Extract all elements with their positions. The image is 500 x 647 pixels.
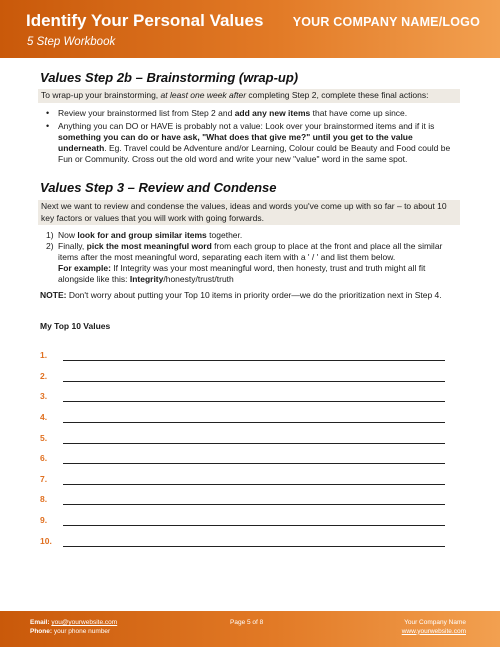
value-line-6[interactable] (40, 453, 445, 465)
footer-company-name: Your Company Name (404, 619, 466, 626)
example-label: For example: (58, 263, 111, 273)
value-line-10[interactable] (40, 536, 445, 548)
page-footer (0, 611, 500, 647)
example-text: If Integrity was your most meaningful word, then honesty, trust and truth might all fit alongside like this: (58, 263, 426, 284)
bullet-text: . Eg. Travel could be Adventure and/or Learning, Colour could be Beauty and Food could be Fun or Community. Cross out the old word and write your new "value" word in the same spot. (58, 143, 451, 164)
value-line-9[interactable] (40, 515, 445, 527)
line-number: 9. (40, 515, 48, 525)
item-emphasis: look for and group similar items (77, 230, 207, 240)
list-item (46, 241, 460, 285)
value-line-4[interactable] (40, 412, 445, 424)
write-in-line[interactable] (63, 381, 445, 382)
step-2b-bullet-list (44, 108, 462, 167)
step-3-intro: Next we want to review and condense the values, ideas and words you've come up with so far – to about 10 key factors or values that you will work with going forwards. (38, 200, 460, 225)
write-in-line[interactable] (63, 401, 445, 402)
line-number: 3. (40, 391, 48, 401)
list-number: 2) (46, 241, 54, 251)
bullet-emphasis: add any new items (234, 108, 311, 118)
value-line-7[interactable] (40, 474, 445, 486)
value-line-3[interactable] (40, 391, 445, 403)
line-number: 10. (40, 536, 52, 546)
website-link[interactable]: www.yourwebsite.com (401, 627, 466, 635)
page-header (0, 0, 500, 58)
list-item (44, 121, 462, 165)
value-line-1[interactable] (40, 350, 445, 362)
note-label: NOTE: (40, 290, 67, 300)
write-in-line[interactable] (63, 443, 445, 444)
list-number: 1) (46, 230, 54, 240)
write-in-line[interactable] (63, 504, 445, 505)
step-3-heading: Values Step 3 – Review and Condense (40, 180, 277, 195)
footer-company (402, 619, 466, 636)
write-in-line[interactable] (63, 463, 445, 464)
line-number: 8. (40, 494, 48, 504)
line-number: 2. (40, 371, 48, 381)
item-emphasis: pick the most meaningful word (86, 241, 212, 251)
example-text: /honesty/trust/truth (163, 274, 234, 284)
line-number: 6. (40, 453, 48, 463)
value-line-2[interactable] (40, 371, 445, 383)
workbook-subtitle: 5 Step Workbook (27, 36, 116, 48)
top-10-heading: My Top 10 Values (40, 321, 111, 331)
write-in-line[interactable] (63, 360, 445, 361)
line-number: 1. (40, 350, 48, 360)
item-text: from each group to place at the front and place all the similar items after the most meaningful word, separating each item with a ' / ' and list them below. (58, 241, 443, 262)
item-text: Finally, (58, 241, 87, 251)
list-item (46, 230, 460, 241)
email-link[interactable]: you@yourwebsite.com (51, 619, 118, 626)
phone-number: your phone number (53, 627, 111, 635)
item-text: Now (58, 230, 78, 240)
note-text: Don't worry about putting your Top 10 items in priority order—we do the prioritization next in Step 4. (66, 290, 442, 300)
email-label: Email: (30, 619, 50, 626)
write-in-line[interactable] (63, 484, 445, 485)
line-number: 4. (40, 412, 48, 422)
write-in-line[interactable] (63, 422, 445, 423)
line-number: 5. (40, 433, 48, 443)
step-2b-intro-emphasis: at least one week after (160, 90, 247, 100)
page-number: Page 5 of 8 (230, 619, 264, 626)
example-emphasis: Integrity (129, 274, 164, 284)
company-logo-placeholder: YOUR COMPANY NAME/LOGO (292, 15, 480, 29)
step-3-numbered-list (46, 230, 460, 285)
write-in-line[interactable] (63, 525, 445, 526)
list-item (44, 108, 462, 119)
step-2b-heading: Values Step 2b – Brainstorming (wrap-up) (40, 70, 299, 85)
line-number: 7. (40, 474, 48, 484)
bullet-text: Review your brainstormed list from Step 2 and (58, 108, 235, 118)
step-2b-intro-text: To wrap-up your brainstorming, (41, 90, 161, 100)
step-2b-intro-text-end: completing Step 2, complete these final actions: (246, 90, 429, 100)
footer-contact (30, 619, 117, 636)
value-line-5[interactable] (40, 433, 445, 445)
value-line-8[interactable] (40, 494, 445, 506)
bullet-text: that have come up since. (310, 108, 408, 118)
item-text: together. (206, 230, 243, 240)
bullet-text: Anything you can DO or HAVE is probably not a value: Look over your brainstormed items and if it is (58, 121, 435, 131)
step-2b-intro (38, 89, 460, 103)
phone-label: Phone: (30, 627, 53, 635)
note (40, 290, 460, 301)
write-in-line[interactable] (63, 546, 445, 547)
bullet-emphasis: something you can do or have ask, "What does that give me?" until you get to the value underneath (58, 132, 413, 153)
workbook-title: Identify Your Personal Values (26, 11, 264, 30)
